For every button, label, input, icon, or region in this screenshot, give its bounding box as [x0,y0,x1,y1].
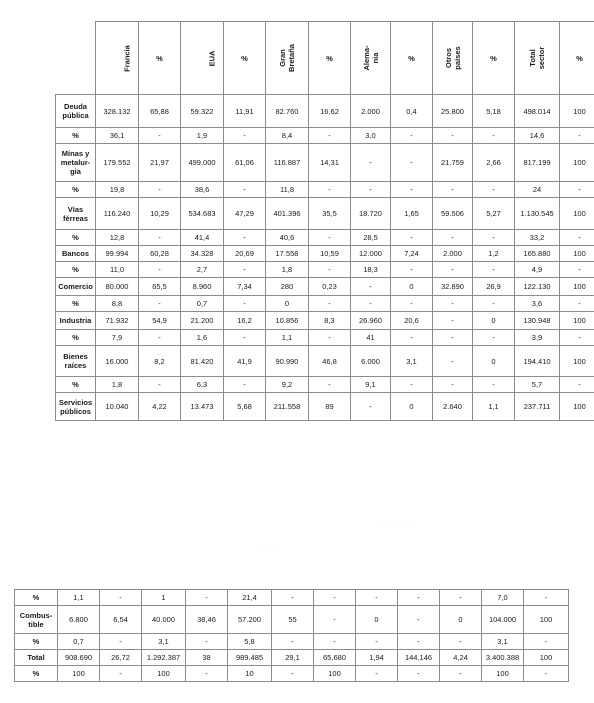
column-header: Alema- nia [351,22,391,95]
table-cell: 100 [142,666,186,682]
table-cell: - [560,296,594,312]
table-row [56,182,594,198]
table-cell: - [309,330,351,346]
table-cell: - [524,634,569,650]
row-label: Bancos [56,246,96,262]
table-row [56,296,594,312]
table-cell: 38 [186,650,228,666]
table-cell: 401.396 [266,198,309,230]
table-cell: - [356,634,398,650]
table-cell: 89 [309,393,351,421]
table-cell: 3,6 [515,296,560,312]
table-cell: 10.040 [96,393,139,421]
row-label: % [56,330,96,346]
table-cell: - [224,330,266,346]
table-cell: - [391,296,433,312]
table-cell: - [139,182,181,198]
table-cell: 21,97 [139,144,181,182]
table-cell: - [473,128,515,144]
table-row [56,198,594,230]
column-header: Gran Bretaña [266,22,309,95]
table-cell: 328.132 [96,95,139,128]
table-cell: - [473,330,515,346]
table-cell: 100 [560,312,594,330]
table-row [56,246,594,262]
table-cell: 16,2 [224,312,266,330]
investment-by-sector-continued-table [14,589,569,682]
table-cell: - [433,330,473,346]
table-cell: - [473,377,515,393]
table-cell: 1,6 [181,330,224,346]
table-cell: 21.200 [181,312,224,330]
table-row [56,230,594,246]
table-cell: 100 [560,346,594,377]
table-cell: 0 [391,393,433,421]
table-cell: 7,34 [224,278,266,296]
row-label: % [15,590,58,606]
table-cell: 100 [560,198,594,230]
table-cell: 2.000 [433,246,473,262]
table-cell: - [391,144,433,182]
table-cell: 3,0 [351,128,391,144]
column-header: % [560,22,594,95]
table-row [15,606,569,634]
table-cell: 80.000 [96,278,139,296]
table-cell: 100 [560,393,594,421]
table-cell: - [309,128,351,144]
table-cell: - [398,606,440,634]
table-cell: 4,24 [440,650,482,666]
table-cell: - [224,230,266,246]
table-cell: - [224,128,266,144]
table-cell: 100 [560,144,594,182]
table-row [15,666,569,682]
table-cell: 18,3 [351,262,391,278]
table-cell: - [186,590,228,606]
table-row [56,262,594,278]
table-row [56,144,594,182]
table-cell: 61,06 [224,144,266,182]
table-cell: 59.506 [433,198,473,230]
table-cell: 11,8 [266,182,309,198]
table-cell: 499.000 [181,144,224,182]
table-cell: - [186,666,228,682]
faint-scan-artifact: · · · · · · · · · [380,523,412,529]
table-cell: 11,91 [224,95,266,128]
table-cell: 20,6 [391,312,433,330]
table-cell: - [560,377,594,393]
table-cell: - [391,128,433,144]
column-header: Otros países [433,22,473,95]
table-cell: - [224,377,266,393]
table-cell: 5,18 [473,95,515,128]
investment-by-sector-table [55,21,594,421]
table-cell: 65.680 [314,650,356,666]
table-row [15,590,569,606]
table-cell: 2.640 [433,393,473,421]
table-row [56,278,594,296]
table-cell: 41,9 [224,346,266,377]
table-cell: 194.410 [515,346,560,377]
row-label: Deuda pública [56,95,96,128]
table-row [56,312,594,330]
table-cell: 0 [473,346,515,377]
table-cell: 7,24 [391,246,433,262]
table-cell: 1,94 [356,650,398,666]
table-cell: 280 [266,278,309,296]
table-row [56,377,594,393]
table-cell: 29,1 [272,650,314,666]
table-cell: 1,9 [181,128,224,144]
table-cell: 908.690 [58,650,100,666]
table-cell: 41 [351,330,391,346]
table-row [15,650,569,666]
table-cell: 14,31 [309,144,351,182]
table-cell: - [309,377,351,393]
table-cell: - [100,666,142,682]
table-cell: - [351,144,391,182]
table-cell: 211.558 [266,393,309,421]
table-cell: 6,3 [181,377,224,393]
table-cell: 33,2 [515,230,560,246]
table-cell: - [433,128,473,144]
table-row [15,634,569,650]
table-cell: 46,8 [309,346,351,377]
table-cell: 47,29 [224,198,266,230]
table-cell: - [524,590,569,606]
table-cell: 0,4 [391,95,433,128]
table-cell: 7,9 [96,330,139,346]
table-cell: 38,6 [181,182,224,198]
table-cell: 13.473 [181,393,224,421]
table-cell: 32.890 [433,278,473,296]
table-cell: 104.000 [482,606,524,634]
table-cell: - [433,377,473,393]
table-cell: 2.000 [351,95,391,128]
table-cell: 0 [391,278,433,296]
table-cell: 3,1 [391,346,433,377]
table-cell: - [139,262,181,278]
table-cell: 5,7 [515,377,560,393]
table-cell: 1.292.387 [142,650,186,666]
table-cell: 9,1 [351,377,391,393]
table-cell: 1.130.545 [515,198,560,230]
table-cell: - [560,330,594,346]
table-cell: 2,7 [181,262,224,278]
table-cell: - [391,377,433,393]
table-cell: 100 [524,606,569,634]
table-cell: 1,1 [58,590,100,606]
table-cell: 8.960 [181,278,224,296]
table-cell: 6.000 [351,346,391,377]
table-cell: - [309,296,351,312]
table-cell: 3,9 [515,330,560,346]
table-cell: 65,5 [139,278,181,296]
table-cell: 100 [560,95,594,128]
table-cell: 60,28 [139,246,181,262]
table-cell: 0,7 [181,296,224,312]
table-cell: 11,0 [96,262,139,278]
table-cell: - [272,634,314,650]
table-cell: 24 [515,182,560,198]
table-cell: - [309,182,351,198]
table-cell: 5,68 [224,393,266,421]
table-cell: 0 [266,296,309,312]
table-cell: 5,27 [473,198,515,230]
table-cell: 18.720 [351,198,391,230]
table-cell: 237.711 [515,393,560,421]
table-cell: 4,22 [139,393,181,421]
row-label: % [56,182,96,198]
table-row [56,346,594,377]
table-cell: 10,29 [139,198,181,230]
table-row [56,95,594,128]
table-cell: - [391,230,433,246]
row-label: % [56,377,96,393]
table-row [56,330,594,346]
table-cell: 99.994 [96,246,139,262]
table-cell: - [473,230,515,246]
row-label: Minas y metalur- gia [56,144,96,182]
table-cell: - [356,590,398,606]
table-cell: - [433,182,473,198]
table-cell: 81.420 [181,346,224,377]
table-cell: 90.990 [266,346,309,377]
table-cell: 130.948 [515,312,560,330]
table-cell: - [224,262,266,278]
column-header: Total sector [515,22,560,95]
table-cell: 100 [314,666,356,682]
table-cell: 100 [482,666,524,682]
table-cell: - [314,634,356,650]
table-cell: 36,1 [96,128,139,144]
table-cell: 100 [58,666,100,682]
column-header: % [391,22,433,95]
header-row [56,22,594,95]
table-cell: - [272,666,314,682]
table-cell: 1,2 [473,246,515,262]
table-cell: 12,8 [96,230,139,246]
table-cell: 0 [356,606,398,634]
row-label: Servicios públicos [56,393,96,421]
table-cell: 71.932 [96,312,139,330]
table-cell: 26,72 [100,650,142,666]
table-cell: 1,65 [391,198,433,230]
table-cell: - [433,346,473,377]
table-cell: - [356,666,398,682]
table-cell: 21.759 [433,144,473,182]
row-label: Vías férreas [56,198,96,230]
table-cell: 534.683 [181,198,224,230]
table-cell: - [139,230,181,246]
table-cell: 26,9 [473,278,515,296]
table-cell: 25.800 [433,95,473,128]
faint-scan-artifact: · · · · · [262,545,279,551]
table-cell: 498.014 [515,95,560,128]
table-cell: 0,7 [58,634,100,650]
table-cell: 179.552 [96,144,139,182]
table-cell: 26.960 [351,312,391,330]
table-cell: - [560,230,594,246]
table-cell: 28,5 [351,230,391,246]
table-cell: - [139,128,181,144]
table-row [56,393,594,421]
table-cell: 20,69 [224,246,266,262]
row-label: % [15,634,58,650]
table-cell: 100 [560,246,594,262]
table-cell: - [351,393,391,421]
table-cell: - [473,182,515,198]
table-cell: 1,8 [266,262,309,278]
table-cell: 8,4 [266,128,309,144]
table-cell: 3.400.388 [482,650,524,666]
table-cell: - [440,666,482,682]
row-label: Combus- tible [15,606,58,634]
table-cell: 57.200 [228,606,272,634]
table-cell: - [524,666,569,682]
table-cell: 41,4 [181,230,224,246]
table-cell: - [186,634,228,650]
table-cell: 5,8 [228,634,272,650]
table-cell: - [139,377,181,393]
table-cell: - [309,262,351,278]
column-header: % [473,22,515,95]
table-cell: 19,8 [96,182,139,198]
column-header: EUA [181,22,224,95]
table-cell: - [224,182,266,198]
table-cell: - [398,590,440,606]
table-cell: - [433,230,473,246]
table-cell: 8,8 [96,296,139,312]
table-cell: 0 [473,312,515,330]
table-cell: 38,46 [186,606,228,634]
table-cell: 65,88 [139,95,181,128]
row-label: % [56,296,96,312]
table-cell: 817.199 [515,144,560,182]
table-cell: - [391,330,433,346]
table-cell: - [309,230,351,246]
table-cell: 82.760 [266,95,309,128]
table-cell: - [100,590,142,606]
table-cell: - [433,312,473,330]
table-cell: 16.000 [96,346,139,377]
table-cell: - [398,666,440,682]
table-cell: - [398,634,440,650]
table-cell: 0,23 [309,278,351,296]
table-cell: 0 [440,606,482,634]
table-cell: - [351,182,391,198]
row-label: Industria [56,312,96,330]
table-row [56,128,594,144]
table-cell: 10 [228,666,272,682]
table-cell: 16,62 [309,95,351,128]
column-header: Francia [96,22,139,95]
table-cell: - [351,296,391,312]
table-cell: 1,8 [96,377,139,393]
row-label: Comercio [56,278,96,296]
table-cell: 6,54 [100,606,142,634]
table-cell: 3,1 [482,634,524,650]
table-cell: 4,9 [515,262,560,278]
table-cell: - [391,182,433,198]
header-corner [56,22,96,95]
table-cell: 989.485 [228,650,272,666]
table-cell: 8,2 [139,346,181,377]
row-label: % [56,262,96,278]
table-cell: 40.000 [142,606,186,634]
table-cell: - [473,296,515,312]
table-cell: 34.328 [181,246,224,262]
table-cell: 8,3 [309,312,351,330]
table-cell: 54,9 [139,312,181,330]
table-cell: - [272,590,314,606]
table-cell: 100 [524,650,569,666]
column-header: % [139,22,181,95]
table-cell: 1,1 [266,330,309,346]
table-cell: 21,4 [228,590,272,606]
table-cell: - [391,262,433,278]
row-label: Total [15,650,58,666]
table-cell: - [224,296,266,312]
table-cell: 2,66 [473,144,515,182]
table-cell: 100 [560,278,594,296]
column-header: % [309,22,351,95]
column-header: % [224,22,266,95]
table-cell: - [440,590,482,606]
table-cell: 6.800 [58,606,100,634]
table-cell: - [314,590,356,606]
table-cell: - [560,182,594,198]
table-cell: - [473,262,515,278]
table-cell: 10,59 [309,246,351,262]
table-cell: 144.146 [398,650,440,666]
table-cell: - [100,634,142,650]
table-cell: 35,5 [309,198,351,230]
row-label: % [15,666,58,682]
table-cell: 165.880 [515,246,560,262]
table-cell: 116.887 [266,144,309,182]
table-cell: 1 [142,590,186,606]
row-label: % [56,128,96,144]
table-cell: - [560,128,594,144]
table-cell: - [560,262,594,278]
table-cell: 116.240 [96,198,139,230]
table-cell: - [351,278,391,296]
table-cell: - [139,296,181,312]
table-cell: 9,2 [266,377,309,393]
table-cell: 1,1 [473,393,515,421]
table-cell: 40,6 [266,230,309,246]
table-cell: 59.322 [181,95,224,128]
table-cell: 3,1 [142,634,186,650]
table-cell: - [314,606,356,634]
table-cell: - [440,634,482,650]
row-label: Bienes raíces [56,346,96,377]
row-label: % [56,230,96,246]
table-cell: - [433,262,473,278]
table-cell: 122.130 [515,278,560,296]
table-cell: - [433,296,473,312]
table-cell: 12.000 [351,246,391,262]
table-cell: 14,6 [515,128,560,144]
table-cell: - [139,330,181,346]
table-cell: 7,0 [482,590,524,606]
table-cell: 55 [272,606,314,634]
table-cell: 10.856 [266,312,309,330]
table-cell: 17.558 [266,246,309,262]
